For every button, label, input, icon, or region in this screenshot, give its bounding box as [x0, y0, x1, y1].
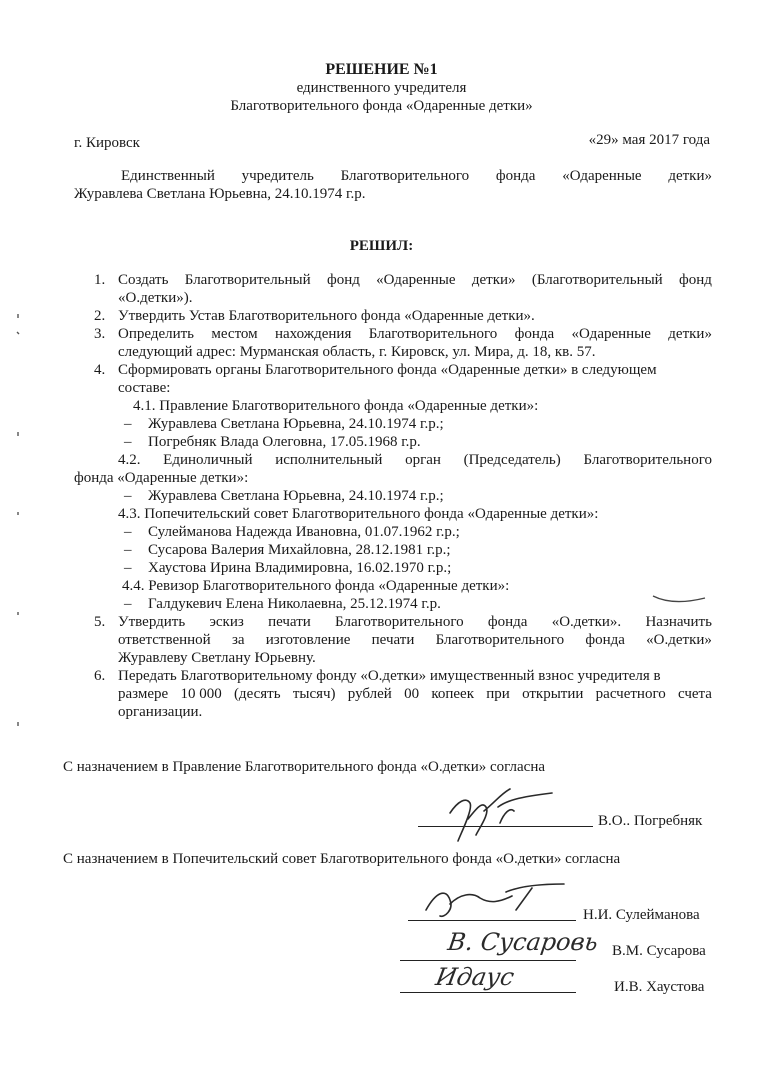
item-1-line-1: Создать Благотворительный фонд «Одаренные детки» (Благотворительный фонд [118, 272, 712, 288]
signature-khaustova: Идаус [433, 963, 517, 991]
list-dash: – [124, 524, 132, 540]
signature-line [400, 992, 576, 993]
signature-line [400, 960, 576, 961]
signature-suleymanova [420, 880, 570, 924]
signature-pogrebnyak [440, 783, 560, 845]
item-6-line-3: организации. [118, 704, 203, 720]
subitem-4-4: 4.4. Ревизор Благотворительного фонда «Одаренные детки»: [122, 578, 510, 594]
item-4-line-2: составе: [118, 380, 171, 396]
intro-line-2: Журавлева Светлана Юрьевна, 24.10.1974 г.р. [74, 186, 366, 202]
item-number: 5. [94, 614, 106, 630]
item-4-line-1: Сформировать органы Благотворительного фонда «Одаренные детки» в следующем [118, 362, 657, 378]
member-item: Сулейманова Надежда Ивановна, 01.07.1962 г.р.; [148, 524, 460, 540]
item-5-line-1: Утвердить эскиз печати Благотворительного фонда «О.детки». Назначить [118, 614, 712, 630]
intro-line-1: Единственный учредитель Благотворительного фонда «Одаренные детки» [121, 168, 712, 184]
date: «29» мая 2017 года [588, 132, 710, 148]
item-1-line-2: «О.детки»). [118, 290, 193, 306]
consent-board-text: С назначением в Правление Благотворительного фонда «О.детки» согласна [63, 759, 546, 775]
document-title: РЕШЕНИЕ №1 [325, 61, 438, 78]
subitem-4-1: 4.1. Правление Благотворительного фонда «Одаренные детки»: [133, 398, 539, 414]
list-dash: – [124, 416, 132, 432]
list-dash: – [124, 488, 132, 504]
item-6-line-2: размере 10 000 (десять тысяч) рублей 00 копеек при открытии расчетного счета [118, 686, 712, 702]
signature-susarova: В. Сусаровь [446, 928, 600, 956]
subitem-4-2-line-1: 4.2. Единоличный исполнительный орган (Председатель) Благотворительного [118, 452, 712, 468]
item-number: 3. [94, 326, 106, 342]
item-number: 2. [94, 308, 106, 324]
consent-trustees-text: С назначением в Попечительский совет Благотворительного фонда «О.детки» согласна [63, 851, 621, 867]
list-dash: – [124, 542, 132, 558]
decided-heading: РЕШИЛ: [349, 238, 414, 254]
item-3-line-2: следующий адрес: Мурманская область, г. Кировск, ул. Мира, д. 18, кв. 57. [118, 344, 596, 360]
member-item: Хаустова Ирина Владимировна, 16.02.1970 г.р.; [148, 560, 452, 576]
item-number: 6. [94, 668, 106, 684]
list-dash: – [124, 560, 132, 576]
item-3-line-1: Определить местом нахождения Благотворительного фонда «Одаренные детки» [118, 326, 712, 342]
member-item: Сусарова Валерия Михайловна, 28.12.1981 г.р.; [148, 542, 451, 558]
pen-stroke-mark [651, 592, 707, 606]
place: г. Кировск [74, 135, 140, 151]
item-number: 1. [94, 272, 106, 288]
member-item: Погребняк Влада Олеговна, 17.05.1968 г.р. [148, 434, 421, 450]
item-5-line-2: ответственной за изготовление печати Благотворительного фонда «О.детки» [118, 632, 712, 648]
member-item: Журавлева Светлана Юрьевна, 24.10.1974 г.р.; [148, 416, 444, 432]
signer-name: В.О.. Погребняк [598, 813, 703, 829]
list-dash: – [124, 596, 132, 612]
subitem-4-2-line-2: фонда «Одаренные детки»: [74, 470, 249, 486]
member-item: Галдукевич Елена Николаевна, 25.12.1974 г.р. [148, 596, 441, 612]
signer-name: Н.И. Сулейманова [583, 907, 700, 923]
signer-name: В.М. Сусарова [612, 943, 706, 959]
member-item: Журавлева Светлана Юрьевна, 24.10.1974 г.р.; [148, 488, 444, 504]
scan-edge-mark [14, 312, 22, 732]
item-2-line-1: Утвердить Устав Благотворительного фонда «Одаренные детки». [118, 308, 535, 324]
item-number: 4. [94, 362, 106, 378]
item-6-line-1: Передать Благотворительному фонду «О.детки» имущественный взнос учредителя в [118, 668, 661, 684]
document-subtitle: единственного учредителя [296, 80, 467, 96]
signer-name: И.В. Хаустова [614, 979, 705, 995]
document-subtitle-fund: Благотворительного фонда «Одаренные детки» [230, 98, 533, 114]
subitem-4-3: 4.3. Попечительский совет Благотворительного фонда «Одаренные детки»: [118, 506, 599, 522]
list-dash: – [124, 434, 132, 450]
item-5-line-3: Журавлеву Светлану Юрьевну. [118, 650, 316, 666]
